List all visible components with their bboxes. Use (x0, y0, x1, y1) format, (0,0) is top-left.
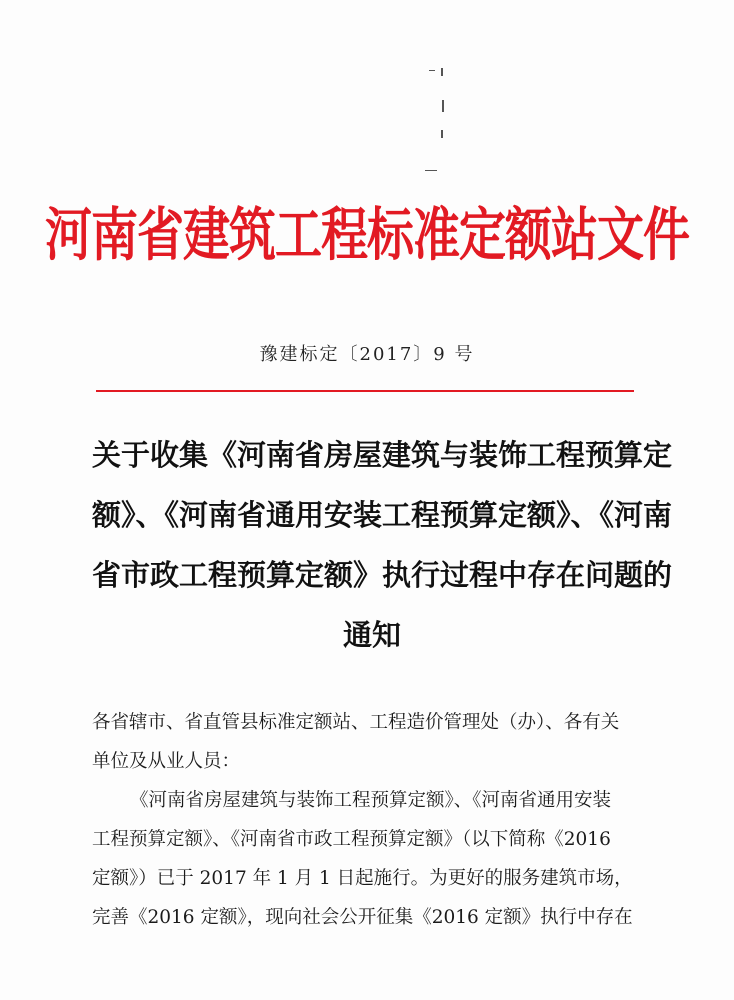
notice-body (92, 703, 652, 937)
red-divider-line (96, 390, 634, 392)
body-line-paragraph: 定额》）已于 2017 年 1 月 1 日起施行。为更好的服务建筑市场， (92, 868, 633, 889)
notice-title-line: 额》、《河南省通用安装工程预算定额》、《河南 (92, 498, 673, 532)
notice-title-line: 省市政工程预算定额》执行过程中存在问题的 (92, 558, 673, 592)
body-line-recipients: 各省辖市、省直管县标准定额站、工程造价管理处（办）、各有关 (92, 712, 620, 733)
body-line-paragraph: 工程预算定额》、《河南省市政工程预算定额》（以下简称《2016 (92, 829, 611, 850)
scan-artifact-marks (425, 60, 455, 180)
body-line-paragraph: 《河南省房屋建筑与装饰工程预算定额》、《河南省通用安装 (130, 790, 612, 811)
notice-title (92, 425, 673, 665)
body-line-recipients-cont: 单位及从业人员： (92, 751, 241, 772)
body-line-paragraph: 完善《2016 定额》，现向社会公开征集《2016 定额》执行中存在 (92, 907, 633, 928)
issuer-header-title: 河南省建筑工程标准定额站文件 (45, 202, 689, 270)
document-number: 豫建标定〔2017〕9 号 (259, 344, 475, 365)
notice-title-line: 关于收集《河南省房屋建筑与装饰工程预算定 (92, 438, 673, 472)
notice-title-line: 通知 (342, 618, 401, 652)
